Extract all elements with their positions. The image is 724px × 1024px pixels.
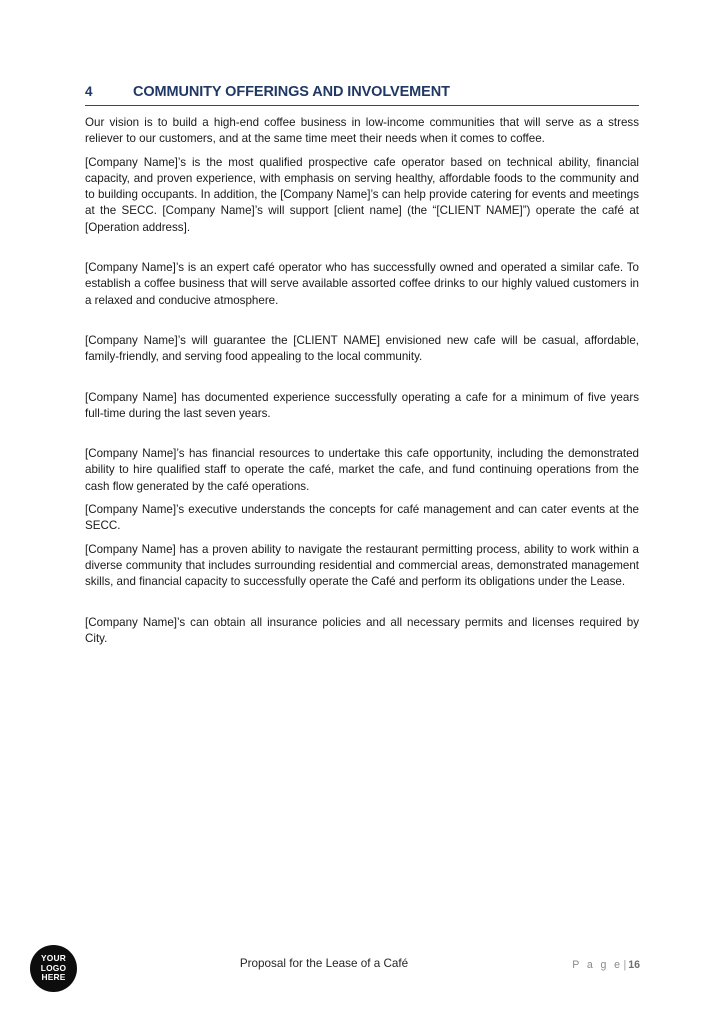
paragraph-financial-resources: [Company Name]’s has financial resources to undertake this cafe opportunity, including the demonstrated ability to hire qualified staff to operate the café, market the cafe, and fund continuing operations from the cash flow generated by the café operations. <box>85 447 639 493</box>
page-number-value: 16 <box>628 959 640 971</box>
page-footer <box>0 940 724 1012</box>
section-heading <box>85 84 639 106</box>
paragraph-insurance-permits: [Company Name]’s can obtain all insurance policies and all necessary permits and licenses required by City. <box>85 615 639 645</box>
footer-document-title: Proposal for the Lease of a Café <box>239 957 409 970</box>
logo-line-3: HERE <box>41 972 66 983</box>
page-separator: | <box>623 959 627 971</box>
paragraph-executive-concepts: [Company Name]’s executive understands the concepts for café management and can cater events at the SECC. <box>85 503 639 533</box>
paragraph-documented-experience: [Company Name] has documented experience successfully operating a cafe for a minimum of five years full-time during the last seven years. <box>85 390 639 420</box>
footer-page-number <box>572 959 640 971</box>
page-content <box>85 84 639 647</box>
paragraph-expert-operator: [Company Name]’s is an expert café operator who has successfully owned and operated a similar cafe. To establish a coffee business that will serve available assorted coffee drinks to our highly valued customers in a relaxed and conducive atmosphere. <box>85 261 639 307</box>
page-label: P a g e <box>572 959 623 971</box>
section-number: 4 <box>85 84 93 99</box>
paragraph-vision: Our vision is to build a high-end coffee business in low-income communities that will serve as a stress reliever to our customers, and at the same time meet their needs when it comes to coffee. <box>85 116 639 146</box>
paragraph-qualifications: [Company Name]’s is the most qualified prospective cafe operator based on technical ability, financial capacity, and proven experience, with emphasis on serving healthy, affordable foods to the community and to building occupants. In addition, the [Company Name]’s can help provide catering for events and meetings at the SECC. [Company Name]’s will support [client name] (the “[CLIENT NAME]”) operate the café at [Operation address]. <box>85 155 639 234</box>
logo-line-1: YOUR <box>41 953 66 964</box>
paragraph-guarantee: [Company Name]’s will guarantee the [CLIENT NAME] envisioned new cafe will be casual, affordable, family-friendly, and serving food appealing to the local community. <box>85 333 639 364</box>
section-title: COMMUNITY OFFERINGS AND INVOLVEMENT <box>133 84 450 100</box>
paragraph-permitting-process: [Company Name] has a proven ability to navigate the restaurant permitting process, ability to work within a diverse community that includes surrounding residential and commercial areas, demonstrated management skills, and financial capacity to successfully operate the Café and perform its obligations under the Lease. <box>85 542 639 589</box>
logo-line-2: LOGO <box>40 962 67 973</box>
